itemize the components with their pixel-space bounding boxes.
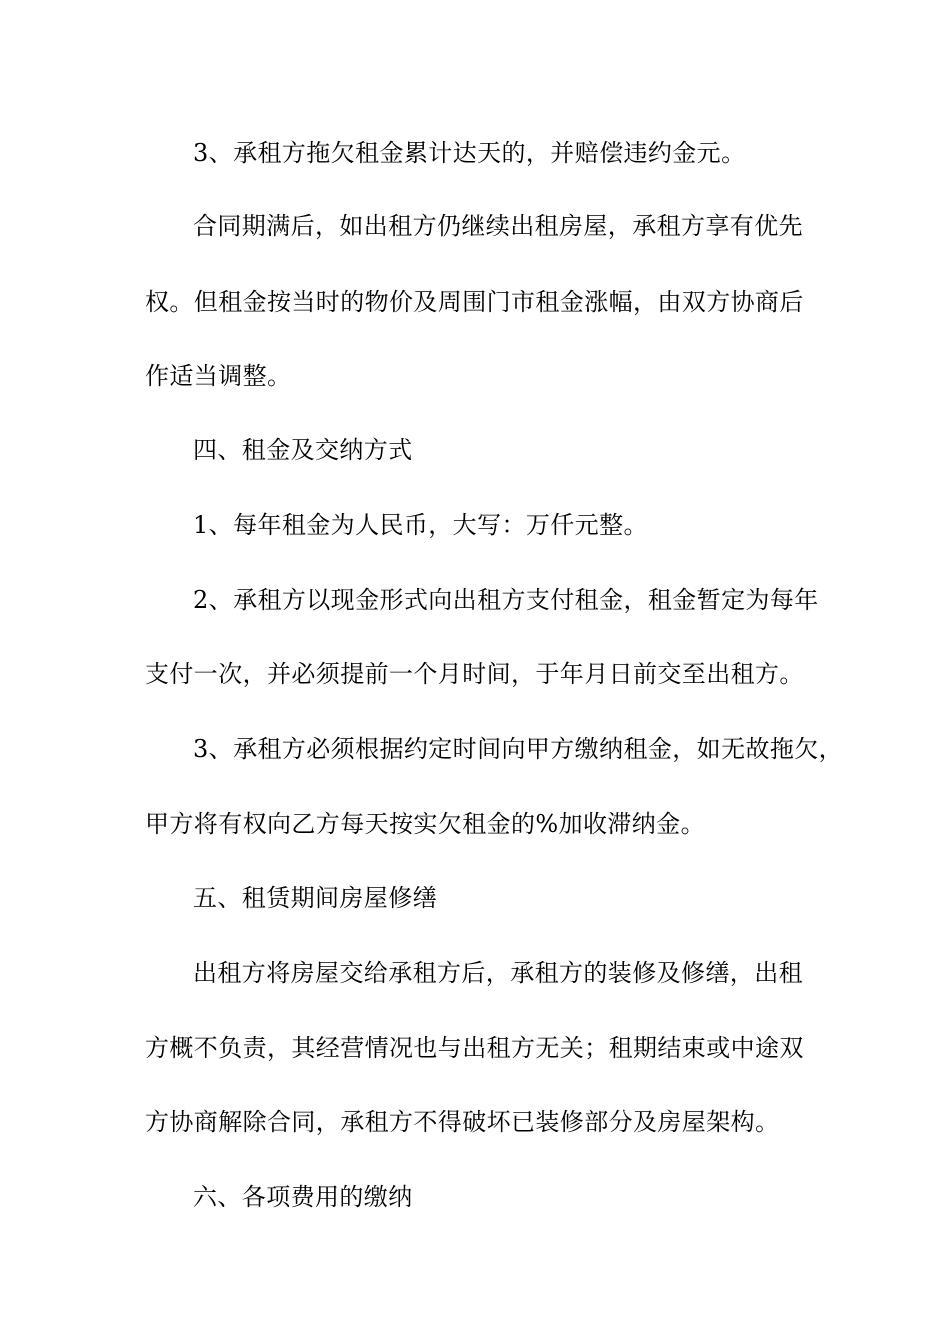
paragraph-line: 1、每年租金为人民币，大写：万仟元整。 [193,511,648,539]
paragraph-line: 甲方将有权向乙方每天按实欠租金的%加收滞纳金。 [145,810,706,838]
paragraph-line: 3、承租方必须根据约定时间向甲方缴纳租金，如无故拖欠， [193,735,844,763]
paragraph-line: 出租方将房屋交给承租方后，承租方的装修及修缮，出租 [193,959,803,987]
section-heading: 五、租赁期间房屋修缮 [193,884,437,912]
paragraph-line: 支付一次，并必须提前一个月时间，于年月日前交至出租方。 [145,660,804,688]
paragraph-line: 3、承租方拖欠租金累计达天的，并赔偿违约金元。 [193,139,746,167]
paragraph-line: 方概不负责，其经营情况也与出租方无关；租期结束或中途双 [145,1034,804,1062]
paragraph-line: 作适当调整。 [145,362,292,390]
paragraph-line: 2、承租方以现金形式向出租方支付租金，租金暂定为每年 [193,586,819,614]
section-heading: 四、租金及交纳方式 [193,436,413,464]
paragraph-line: 合同期满后，如出租方仍继续出租房屋，承租方享有优先 [193,212,803,240]
paragraph-line: 权。但租金按当时的物价及周围门市租金涨幅，由双方协商后 [145,288,804,316]
section-heading: 六、各项费用的缴纳 [193,1183,413,1211]
paragraph-line: 方协商解除合同，承租方不得破坏已装修部分及房屋架构。 [145,1108,780,1136]
